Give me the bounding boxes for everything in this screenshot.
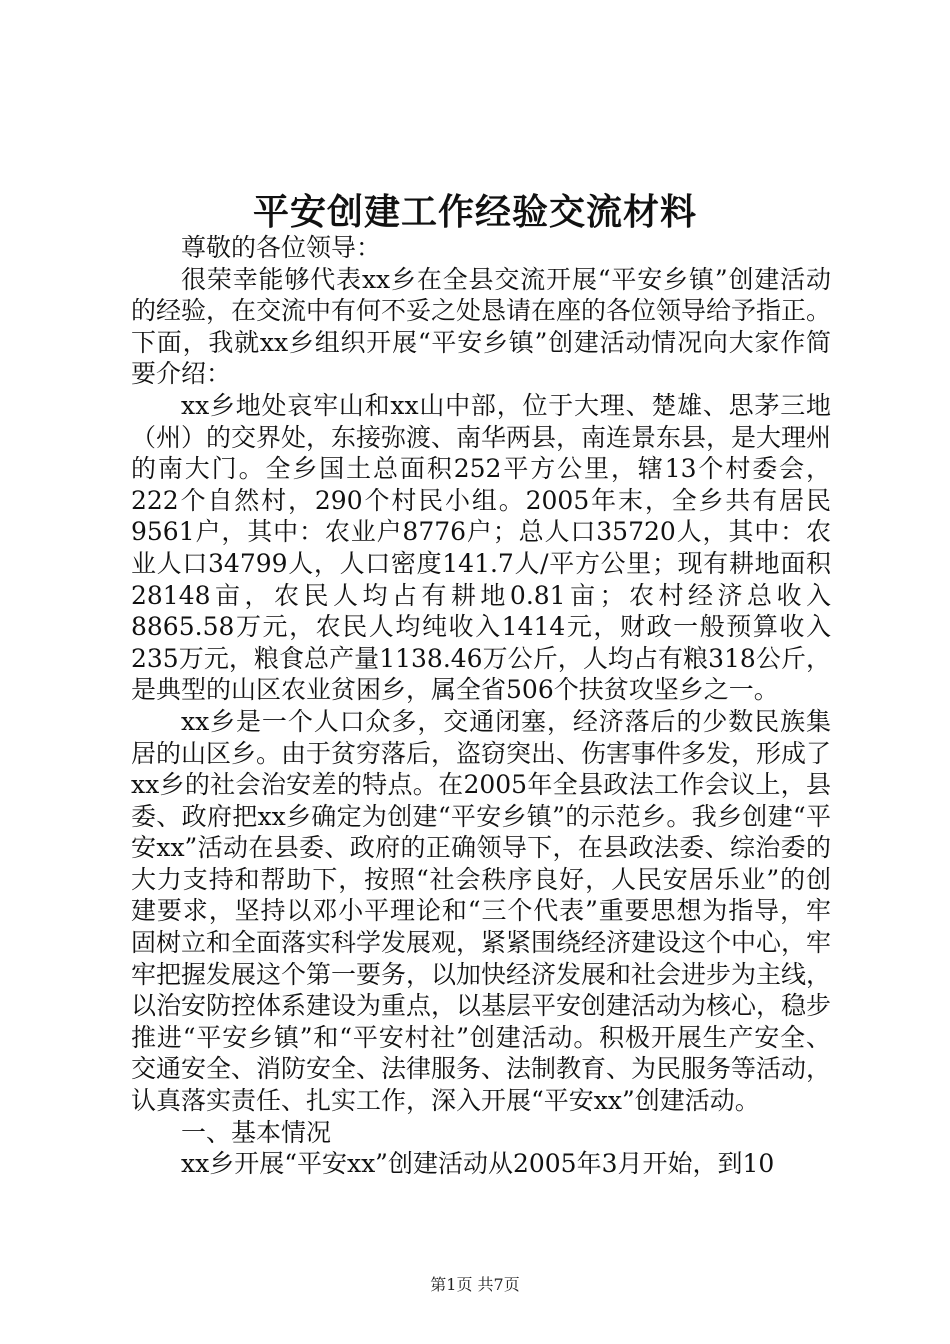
section-paragraph: xx乡开展“平安xx”创建活动从2005年3月开始，到10 <box>181 1149 775 1179</box>
background-paragraph: xx乡是一个人口众多，交通闭塞，经济落后的少数民族集居的山区乡。由于贫穷落后，盗窃突出、伤害事件多发，形成了xx乡的社会治安差的特点。在2005年全县政法工作会议上，县委、政府把xx乡确定为创建“平安乡镇”的示范乡。我乡创建“平安xx”活动在县委、政府的正确领导下，在县政法委、综治委的大力支持和帮助下，按照“社会秩序良好，人民安居乐业”的创建要求，坚持以邓小平理论和“三个代表”重要思想为指导，牢固树立和全面落实科学发展观，紧紧围绕经济建设这个中心，牢牢把握发展这个第一要务，以加快经济发展和社会进步为主线，以治安防控体系建设为重点，以基层平安创建活动为核心，稳步推进“平安乡镇”和“平安村社”创建活动。积极开展生产安全、交通安全、消防安全、法律服务、法制教育、为民服务等活动，认真落实责任、扎实工作，深入开展“平安xx”创建活动。 <box>131 706 832 1116</box>
section-heading: 一、基本情况 <box>181 1117 332 1147</box>
document-body <box>131 232 831 1180</box>
overview-paragraph: xx乡地处哀牢山和xx山中部，位于大理、楚雄、思茅三地（州）的交界处，东接弥渡、南华两县，南连景东县，是大理州的南大门。全乡国土总面积252平方公里，辖13个村委会，222个自然村，290个村民小组。2005年末，全乡共有居民9561户，其中：农业户8776户；总人口35720人，其中：农业人口34799人，人口密度141.7人/平方公里；现有耕地面积28148亩，农民人均占有耕地0.81亩；农村经济总收入8865.58万元，农民人均纯收入1414元，财政一般预算收入235万元，粮食总产量1138.46万公斤，人均占有粮318公斤，是典型的山区农业贫困乡，属全省506个扶贫攻坚乡之一。 <box>131 390 832 705</box>
salutation-paragraph: 尊敬的各位领导： <box>181 233 382 262</box>
document-title: 平安创建工作经验交流材料 <box>252 191 697 233</box>
page-footer: 第1页 共7页 <box>430 1275 520 1294</box>
intro-paragraph: 很荣幸能够代表xx乡在全县交流开展“平安乡镇”创建活动的经验，在交流中有何不妥之处恳请在座的各位领导给予指正。下面，我就xx乡组织开展“平安乡镇”创建活动情况向大家作简要介绍： <box>131 264 832 389</box>
